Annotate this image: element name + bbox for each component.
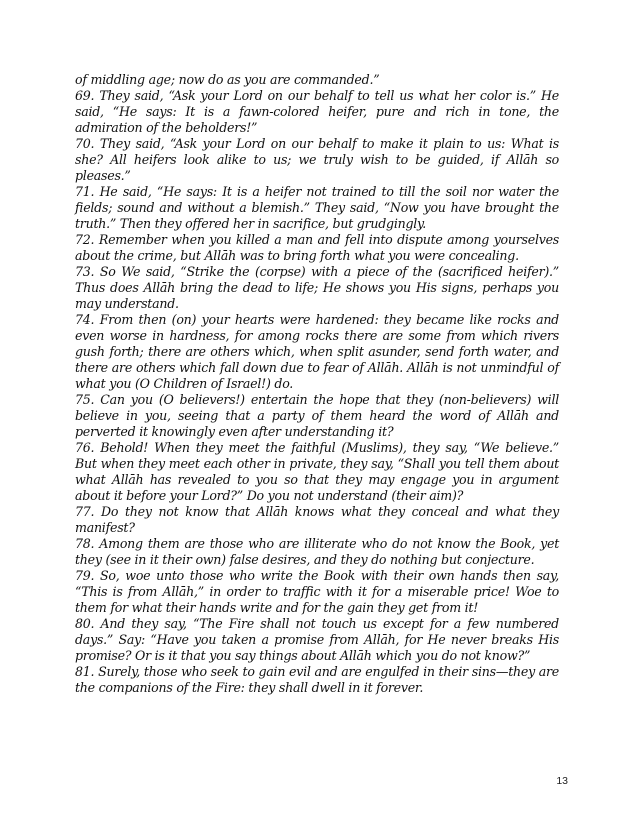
verse-73: 73. So We said, “Strike the (corpse) with a piece of the (sacrificed heifer).” Thus does Allāh bring the dead to life; He shows you His signs, perhaps you may understand. xyxy=(75,264,559,311)
verse-text-block xyxy=(75,72,559,696)
verse-70: 70. They said, “Ask your Lord on our behalf to make it plain to us: What is she? All heifers look alike to us; we truly wish to be guided, if Allāh so pleases.” xyxy=(75,136,559,183)
verse-78: 78. Among them are those who are illiterate who do not know the Book, yet they (see in it their own) false desires, and they do nothing but conjecture. xyxy=(75,536,559,567)
verse-80: 80. And they say, “The Fire shall not touch us except for a few numbered days.” Say: “Have you taken a promise from Allāh, for He never breaks His promise? Or is it that you say things about Allāh which you do not know?” xyxy=(75,616,559,663)
verse-74: 74. From then (on) your hearts were hardened: they became like rocks and even worse in hardness, for among rocks there are some from which rivers gush forth; there are others which, when split asunder, send forth water, and there are others which fall down due to fear of Allāh. Allāh is not unmindful of what you (O Children of Israel!) do. xyxy=(75,312,559,391)
verse-72: 72. Remember when you killed a man and fell into dispute among yourselves about the crime, but Allāh was to bring forth what you were concealing. xyxy=(75,232,559,263)
verse-69: 69. They said, “Ask your Lord on our behalf to tell us what her color is.” He said, “He says: It is a fawn-colored heifer, pure and rich in tone, the admiration of the beholders!” xyxy=(75,88,559,135)
page-number: 13 xyxy=(556,775,568,787)
verse-continuation-68: of middling age; now do as you are commanded.” xyxy=(75,72,380,87)
verse-76: 76. Behold! When they meet the faithful (Muslims), they say, “We believe.” But when they meet each other in private, they say, “Shall you tell them about what Allāh has revealed to you so that they may engage you in argument about it before your Lord?” Do you not understand (their aim)? xyxy=(75,440,559,503)
verse-71: 71. He said, “He says: It is a heifer not trained to till the soil nor water the fields; sound and without a blemish.” They said, “Now you have brought the truth.” Then they offered her in sacrifice, but grudgingly. xyxy=(75,184,559,231)
verse-75: 75. Can you (O believers!) entertain the hope that they (non-believers) will believe in you, seeing that a party of them heard the word of Allāh and perverted it knowingly even after understanding it? xyxy=(75,392,559,439)
verse-79: 79. So, woe unto those who write the Book with their own hands then say, “This is from Allāh,” in order to traffic with it for a miserable price! Woe to them for what their hands write and for the gain they get from it! xyxy=(75,568,559,615)
verse-81: 81. Surely, those who seek to gain evil and are engulfed in their sins—they are the companions of the Fire: they shall dwell in it forever. xyxy=(75,664,559,695)
verse-77: 77. Do they not know that Allāh knows what they conceal and what they manifest? xyxy=(75,504,559,535)
